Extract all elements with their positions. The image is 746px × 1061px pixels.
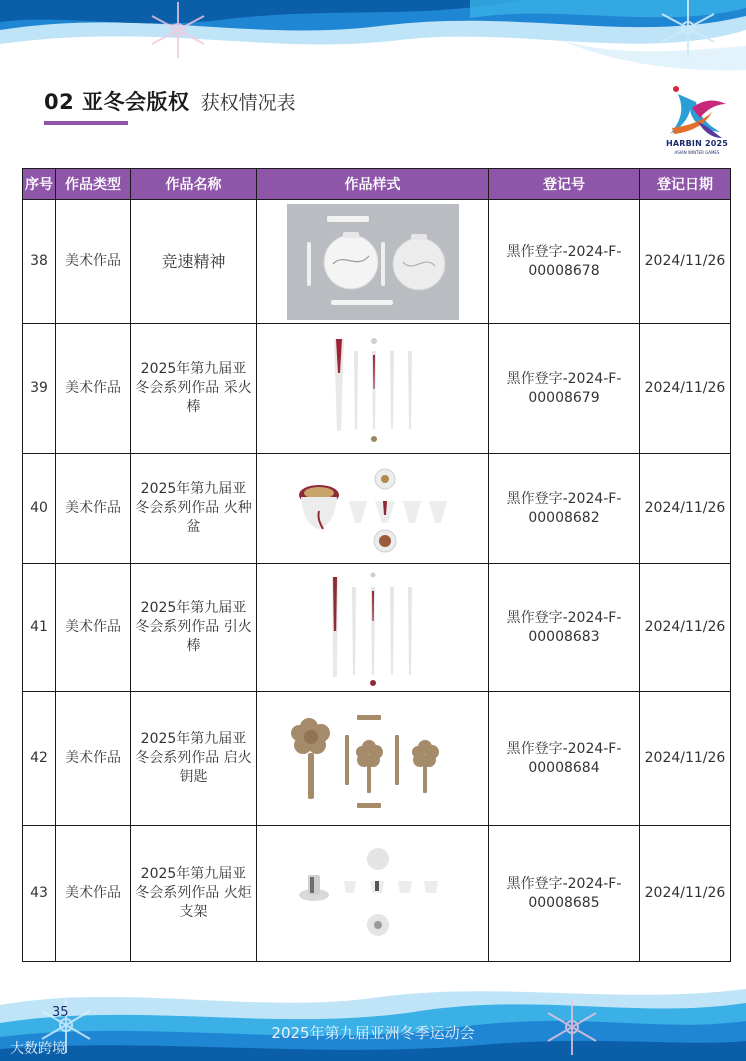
flame-basin-icon [293,461,453,557]
title-underline [44,121,128,125]
column-header: 登记日期 [640,169,731,200]
registration-date: 2024/11/26 [640,692,731,826]
row-number: 41 [23,564,56,692]
registration-date: 2024/11/26 [640,324,731,454]
logo-text: HARBIN 2025 [665,139,729,148]
row-number: 39 [23,324,56,454]
registration-date: 2024/11/26 [640,826,731,962]
registration-number: 黑作登字-2024-F-00008682 [489,454,640,564]
work-name: 2025年第九届亚冬会系列作品 火炬支架 [131,826,257,962]
column-header: 作品名称 [131,169,257,200]
row-number: 42 [23,692,56,826]
registration-number: 黑作登字-2024-F-00008678 [489,200,640,324]
registration-number: 黑作登字-2024-F-00008679 [489,324,640,454]
work-name: 竞速精神 [131,200,257,324]
registration-number: 黑作登字-2024-F-00008683 [489,564,640,692]
fire-collecting-rod-icon [318,333,428,445]
work-name: 2025年第九届亚冬会系列作品 引火棒 [131,564,257,692]
column-header: 登记号 [489,169,640,200]
work-name: 2025年第九届亚冬会系列作品 启火钥匙 [131,692,257,826]
work-type: 美术作品 [56,324,131,454]
watermark-text: 大数跨境 [10,1041,66,1057]
work-style-cell [257,564,489,692]
registration-date: 2024/11/26 [640,200,731,324]
work-style-cell [257,454,489,564]
table-row [23,564,731,692]
torch-stand-icon [298,847,448,941]
watermark [10,1038,66,1058]
table-row [23,826,731,962]
registration-date: 2024/11/26 [640,564,731,692]
table-header-row [23,169,731,200]
table-row [23,692,731,826]
medal-icon [287,204,459,320]
column-header: 作品类型 [56,169,131,200]
page-number: 35 [52,1005,69,1020]
work-style-cell [257,200,489,324]
ignition-key-icon [287,707,459,811]
table-row [23,324,731,454]
registration-date: 2024/11/26 [640,454,731,564]
logo-subtext: ASIAN WINTER GAMES [674,150,720,155]
work-type: 美术作品 [56,826,131,962]
work-style-cell [257,324,489,454]
row-number: 38 [23,200,56,324]
work-style-cell [257,826,489,962]
column-header: 作品样式 [257,169,489,200]
registration-number: 黑作登字-2024-F-00008685 [489,826,640,962]
work-type: 美术作品 [56,692,131,826]
registration-number: 黑作登字-2024-F-00008684 [489,692,640,826]
top-wave-decoration [0,0,746,80]
work-style-cell [257,692,489,826]
ignition-rod-icon [318,569,428,687]
section-title: 02 亚冬会版权 [44,90,190,114]
work-type: 美术作品 [56,454,131,564]
work-type: 美术作品 [56,564,131,692]
section-subtitle: 获权情况表 [200,92,296,114]
table-row [23,454,731,564]
work-name: 2025年第九届亚冬会系列作品 火种盆 [131,454,257,564]
copyright-table [22,168,731,962]
section-header [44,86,296,120]
row-number: 40 [23,454,56,564]
footer-title: 2025年第九届亚洲冬季运动会 [271,1024,475,1042]
work-name: 2025年第九届亚冬会系列作品 采火棒 [131,324,257,454]
work-type: 美术作品 [56,200,131,324]
column-header: 序号 [23,169,56,200]
table-row [23,200,731,324]
bottom-wave-decoration [0,975,746,1061]
row-number: 43 [23,826,56,962]
